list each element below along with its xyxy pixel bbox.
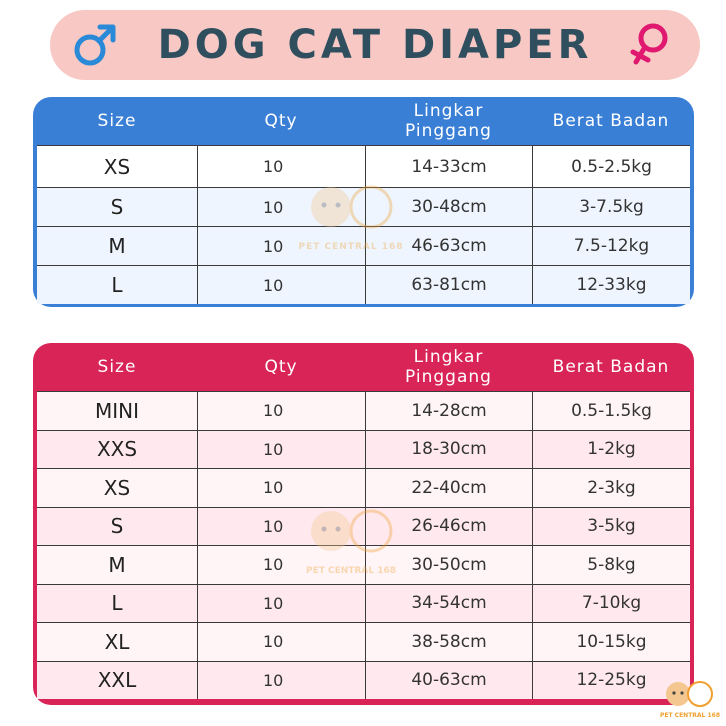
cell-size: XXS	[96, 437, 138, 462]
table-row	[37, 145, 690, 187]
header-waist-line2: Pinggang	[405, 121, 492, 141]
cell-qty: 10	[197, 662, 365, 700]
header-qty: Qty	[264, 111, 298, 131]
cell-size: XS	[103, 475, 131, 500]
table-body	[37, 145, 690, 304]
cell-qty: 10	[197, 227, 365, 265]
header-waist-line2: Pinggang	[405, 367, 492, 387]
pet-central-logo-icon	[660, 678, 720, 720]
cell-qty: 10	[197, 508, 365, 546]
cell-weight: 2-3kg	[532, 469, 690, 507]
table-row	[37, 622, 690, 661]
cell-size: MINI	[94, 398, 139, 423]
cell-weight: 12-25kg	[532, 662, 690, 700]
cell-waist: 46-63cm	[365, 227, 532, 265]
table-row	[37, 545, 690, 584]
table-row	[37, 661, 690, 700]
cell-waist: 34-54cm	[365, 585, 532, 623]
cell-weight: 7.5-12kg	[532, 227, 690, 265]
cell-waist: 22-40cm	[365, 469, 532, 507]
cell-waist: 38-58cm	[365, 623, 532, 661]
cell-waist: 30-50cm	[365, 546, 532, 584]
cell-weight: 10-15kg	[532, 623, 690, 661]
cell-size: XXL	[97, 668, 137, 693]
table-row	[37, 584, 690, 623]
cell-weight: 5-8kg	[532, 546, 690, 584]
header-waist-line1: Lingkar	[413, 101, 484, 121]
cell-weight: 1-2kg	[532, 431, 690, 469]
table-row	[37, 430, 690, 469]
watermark-text: PET CENTRAL 168	[298, 242, 404, 252]
cell-weight: 12-33kg	[532, 266, 690, 304]
cell-qty: 10	[197, 546, 365, 584]
header-waist	[365, 343, 532, 391]
table-row	[37, 226, 690, 265]
header-qty: Qty	[264, 357, 298, 377]
cell-size: M	[108, 552, 126, 577]
cell-weight: 7-10kg	[532, 585, 690, 623]
table-row	[37, 391, 690, 430]
cell-size: XL	[104, 629, 130, 654]
table-row	[37, 507, 690, 546]
table-body	[37, 391, 690, 699]
cell-waist: 63-81cm	[365, 266, 532, 304]
table-row	[37, 265, 690, 304]
cell-size: XS	[103, 154, 131, 179]
cell-weight: 3-7.5kg	[532, 188, 690, 226]
cell-waist: 40-63cm	[365, 662, 532, 700]
cell-qty: 10	[197, 431, 365, 469]
cell-size: L	[111, 591, 123, 616]
watermark-text: PET CENTRAL 168	[306, 566, 396, 576]
table-header	[37, 97, 690, 145]
header-size: Size	[97, 111, 137, 131]
cell-waist: 18-30cm	[365, 431, 532, 469]
cell-qty: 10	[197, 392, 365, 430]
cell-size: S	[110, 514, 124, 539]
cell-qty: 10	[197, 266, 365, 304]
title-banner	[50, 10, 700, 80]
cell-qty: 10	[197, 146, 365, 187]
cell-size: L	[111, 273, 123, 297]
cell-qty: 10	[197, 188, 365, 226]
size-table-female	[33, 343, 694, 705]
header-waist	[365, 97, 532, 145]
cell-waist: 14-28cm	[365, 392, 532, 430]
cell-qty: 10	[197, 623, 365, 661]
corner-logo-text: PET CENTRAL 168	[660, 712, 720, 719]
header-weight: Berat Badan	[552, 357, 670, 377]
female-symbol-icon	[624, 18, 678, 72]
cell-waist: 30-48cm	[365, 188, 532, 226]
table-header	[37, 343, 690, 391]
cell-weight: 0.5-2.5kg	[532, 146, 690, 187]
table-row	[37, 187, 690, 226]
cell-waist: 26-46cm	[365, 508, 532, 546]
cell-weight: 0.5-1.5kg	[532, 392, 690, 430]
cell-qty: 10	[197, 585, 365, 623]
cell-weight: 3-5kg	[532, 508, 690, 546]
cell-waist: 14-33cm	[365, 146, 532, 187]
header-waist-line1: Lingkar	[413, 347, 484, 367]
cell-qty: 10	[197, 469, 365, 507]
cell-size: M	[108, 234, 126, 258]
size-table-male	[33, 97, 694, 307]
table-row	[37, 468, 690, 507]
header-size: Size	[97, 357, 137, 377]
header-weight: Berat Badan	[552, 111, 670, 131]
cell-size: S	[110, 195, 124, 219]
page-title: DOG CAT DIAPER	[157, 22, 593, 68]
